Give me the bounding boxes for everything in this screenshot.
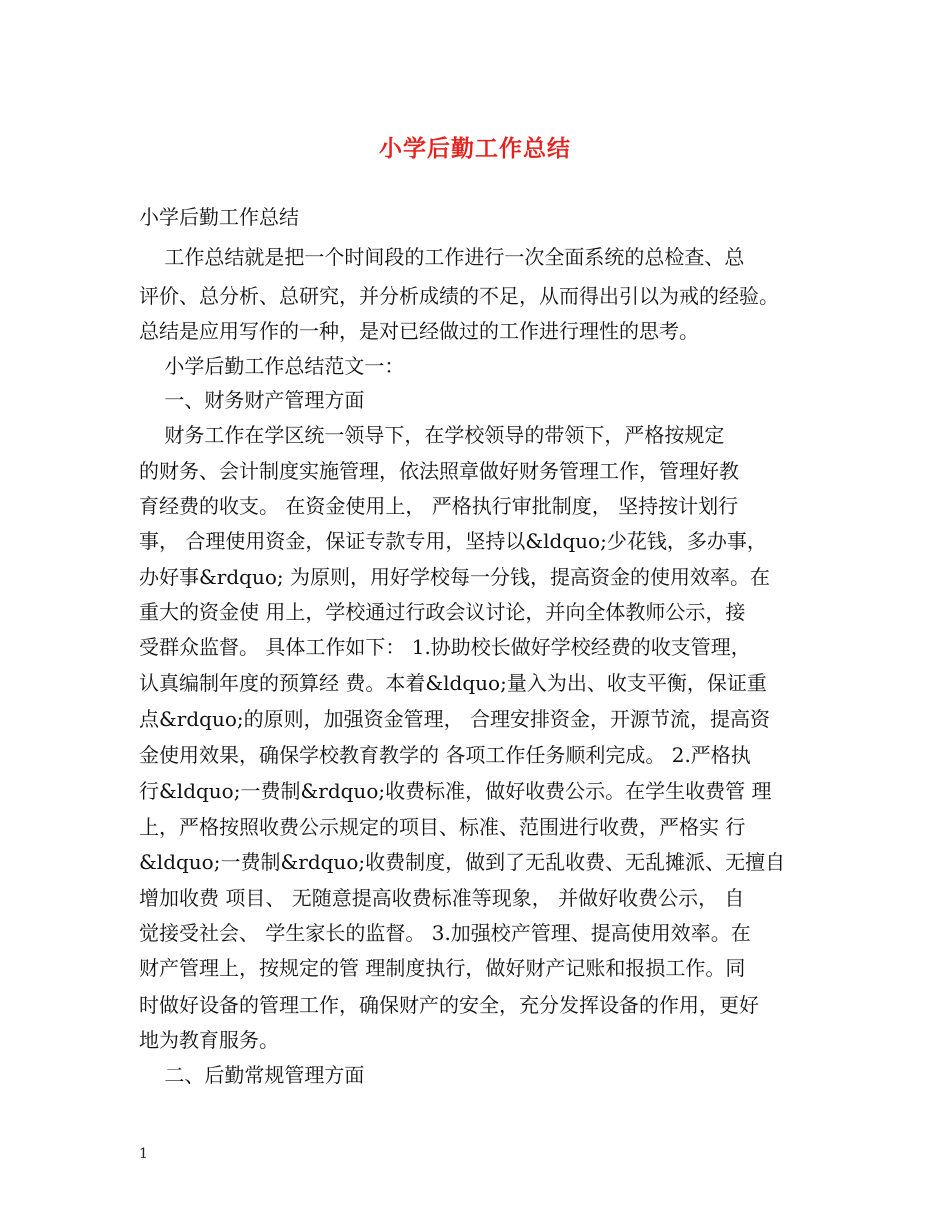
text-line: 财产管理上，按规定的管 理制度执行，做好财产记账和报损工作。同 <box>139 956 746 980</box>
text-line: 评价、总分析、总研究，并分析成绩的不足，从而得出引以为戒的经验。 <box>139 284 779 308</box>
text-line: 重大的资金使 用上，学校通过行政会议讨论，并向全体教师公示，接 <box>139 600 746 624</box>
document-title: 小学后勤工作总结 <box>379 136 571 162</box>
text-line: 点&rdquo;的原则，加强资金管理， 合理安排资金，开源节流，提高资 <box>139 707 770 731</box>
text-line: 地为教育服务。 <box>139 1028 279 1052</box>
text-line: 工作总结就是把一个时间段的工作进行一次全面系统的总检查、总 <box>139 245 745 269</box>
text-line: 时做好设备的管理工作，确保财产的安全，充分发挥设备的作用，更好 <box>139 993 759 1017</box>
text-line: 总结是应用写作的一种，是对已经做过的工作进行理性的思考。 <box>139 319 699 343</box>
text-line: 行&ldquo;一费制&rdquo;收费标准，做好收费公示。在学生收费管 理 <box>139 779 772 803</box>
text-line: 小学后勤工作总结范文一： <box>139 354 405 378</box>
text-line: 小学后勤工作总结 <box>139 205 299 229</box>
text-line: 认真编制年度的预算经 费。本着&ldquo;量入为出、收支平衡，保证重 <box>139 671 767 695</box>
text-line: 二、后勤常规管理方面 <box>139 1063 365 1087</box>
text-line: 事， 合理使用资金，保证专款专用，坚持以&ldquo;少花钱，多办事， <box>139 529 767 553</box>
text-line: 育经费的收支。 在资金使用上， 严格执行审批制度， 坚持按计划行 <box>139 494 739 518</box>
text-line: 的财务、会计制度实施管理，依法照章做好财务管理工作，管理好教 <box>139 459 739 483</box>
text-line: 办好事&rdquo; 为原则，用好学校每一分钱，提高资金的使用效率。在 <box>139 565 770 589</box>
text-line: 上，严格按照收费公示规定的项目、标准、范围进行收费，严格实 行 <box>139 815 746 839</box>
text-line: 受群众监督。 具体工作如下： 1.协助校长做好学校经费的收支管理， <box>139 635 751 659</box>
text-line: 金使用效果，确保学校教育教学的 各项工作任务顺利完成。 2.严格执 <box>139 743 751 767</box>
text-line: 觉接受社会、 学生家长的监督。 3.加强校产管理、提高使用效率。在 <box>139 921 751 945</box>
text-line: 增加收费 项目、 无随意提高收费标准等现象， 并做好收费公示， 自 <box>139 886 745 910</box>
page-number: 1 <box>139 1146 148 1162</box>
text-line: &ldquo;一费制&rdquo;收费制度，做到了无乱收费、无乱摊派、无擅自 <box>139 850 786 874</box>
text-line: 财务工作在学区统一领导下，在学校领导的带领下，严格按规定 <box>139 423 725 447</box>
text-line: 一、财务财产管理方面 <box>139 388 365 412</box>
